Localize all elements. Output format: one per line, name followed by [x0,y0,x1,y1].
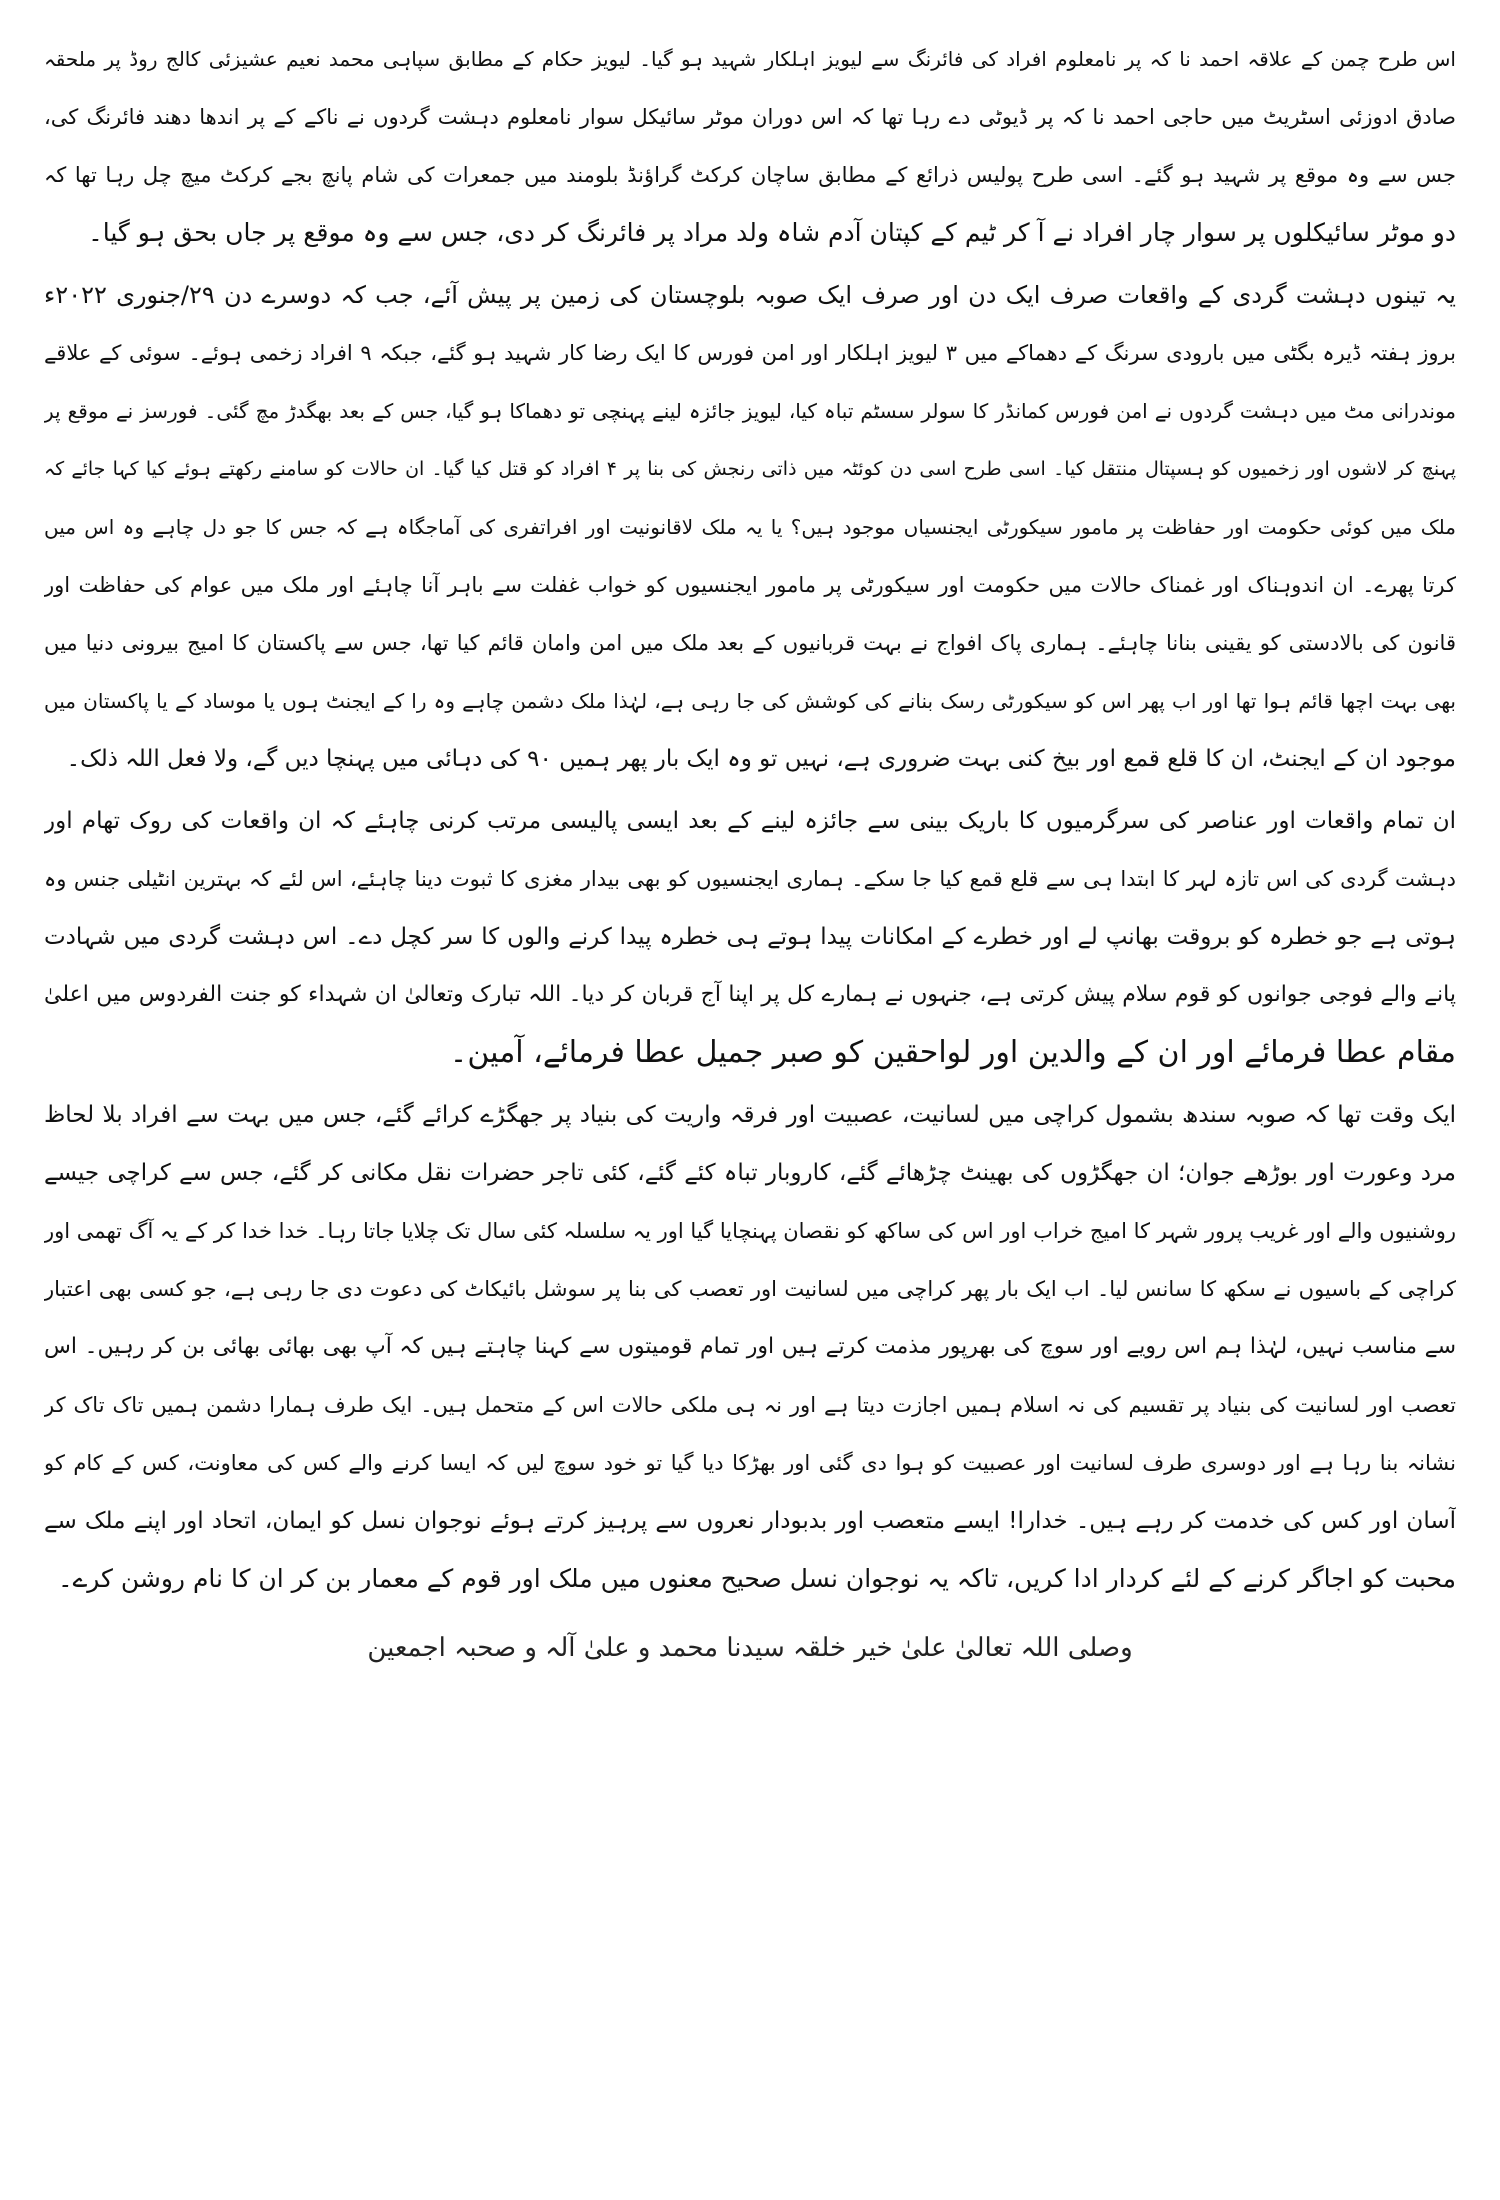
paragraph-2 [44,266,1456,788]
text-line: قانون کی بالادستی کو یقینی بنانا چاہئے۔ ہماری پاک افواج نے بہت قربانیوں کے بعد ملک میں امن وامان قائم کیا تھا، جس سے پاکستان کا امیج بیرونی دنیا میں [44,631,1456,655]
text-line: پہنچ کر لاشوں اور زخمیوں کو ہسپتال منتقل کیا۔ اسی طرح اسی دن کوئٹہ میں ذاتی رنجش کی بنا پر ۴ افراد کو قتل کیا گیا۔ ان حالات کو سامنے رکھتے ہوئے کیا کہا جائے کہ [44,458,1456,480]
text-line: دو موٹر سائیکلوں پر سوار چار افراد نے آ کر ٹیم کے کپتان آدم شاہ ولد مراد پر فائرنگ کر دی، جس سے وہ موقع پر جاں بحق ہو گیا۔ [88,218,1456,247]
text-line: موجود ان کے ایجنٹ، ان کا قلع قمع اور بیخ کنی بہت ضروری ہے، نہیں تو وہ ایک بار پھر ہمیں ۹۰ کی دہائی میں پہنچا دیں گے، ولا فعل اللہ ذلک۔ [66,746,1456,772]
text-line: صادق ادوزئی اسٹریٹ میں حاجی احمد نا کہ پر ڈیوٹی دے رہا تھا کہ اس دوران موٹر سائیکل سوار نامعلوم دہشت گردوں نے ناکے کے پر اندھا دھند فائرنگ کی، [44,105,1456,129]
text-line: مرد وعورت اور بوڑھے جوان؛ ان جھگڑوں کی بھینٹ چڑھائے گئے، کاروبار تباہ کئے گئے، کئی تاجر حضرات نقل مکانی کر گئے، جس سے کراچی جیسے [44,1160,1456,1186]
text-line: روشنیوں والے اور غریب پرور شہر کا امیج خراب اور اس کی ساکھ کو نقصان پہنچایا گیا اور یہ سلسلہ کئی سال تک چلایا جاتا رہا۔ خدا خدا کر کے یہ آگ تھمی اور [44,1219,1456,1243]
text-line: نشانہ بنا رہا ہے اور دوسری طرف لسانیت اور عصبیت کو ہوا دی گئی اور بھڑکا دیا گیا تو خود سوچ لیں کہ ایسا کرنے والے کس کی معاونت، کس کے کام کو [44,1451,1456,1475]
text-line: ہوتی ہے جو خطرہ کو بروقت بھانپ لے اور خطرے کے امکانات پیدا ہوتے ہی خطرہ پیدا کرنے والوں کا سر کچل دے۔ اس دہشت گردی میں شہادت [44,924,1456,950]
text-line: کراچی کے باسیوں نے سکھ کا سانس لیا۔ اب ایک بار پھر کراچی میں لسانیت اور تعصب کی بنا پر سوشل بائیکاٹ کی دعوت دی جا رہی ہے، جو کسی بھی اعتبار [44,1277,1456,1301]
text-line: مقام عطا فرمائے اور ان کے والدین اور لواحقین کو صبر جمیل عطا فرمائے، آمین۔ [449,1035,1456,1070]
paragraph-3 [44,792,1456,1082]
text-line: دہشت گردی کی اس تازہ لہر کا ابتدا ہی سے قلع قمع کیا جا سکے۔ ہماری ایجنسیوں کو بھی بیدار مغزی کا ثبوت دینا چاہئے، اس لئے کہ بہترین انٹیلی جنس وہ [44,867,1456,891]
text-line: سے مناسب نہیں، لہٰذا ہم اس رویے اور سوچ کی بھرپور مذمت کرتے ہیں اور تمام قومیتوں سے کہنا چاہتے ہیں کہ آپ بھی بھائی بھائی بن کر رہیں۔ اس [44,1334,1456,1359]
text-line: اس طرح چمن کے علاقہ احمد نا کہ پر نامعلوم افراد کی فائرنگ سے لیویز اہلکار شہید ہو گیا۔ لیویز حکام کے مطابق سپاہی محمد نعیم عشیزئی کالج روڈ پر ملحقہ [44,47,1456,71]
text-line: ایک وقت تھا کہ صوبہ سندھ بشمول کراچی میں لسانیت، عصبیت اور فرقہ واریت کی بنیاد پر جھگڑے کرائے گئے، جس میں بہت سے افراد بلا لحاظ [44,1102,1456,1128]
text-line: بروز ہفتہ ڈیرہ بگٹی میں بارودی سرنگ کے دھماکے میں ۳ لیویز اہلکار اور امن فورس کا ایک رضا کار شہید ہو گئے، جبکہ ۹ افراد زخمی ہوئے۔ سوئی کے علاقے [44,341,1456,365]
text-line: کرتا پھرے۔ ان اندوہناک اور غمناک حالات میں حکومت اور سیکورٹی پر مامور ایجنسیوں کو خواب غفلت سے باہر آنا چاہئے اور ملک میں عوام کی حفاظت اور [44,573,1456,597]
text-line: ملک میں کوئی حکومت اور حفاظت پر مامور سیکورٹی ایجنسیاں موجود ہیں؟ یا یہ ملک لاقانونیت اور افراتفری کی آماجگاہ ہے کہ جس کا جو دل چاہے وہ اس میں [44,515,1456,539]
text-line: بھی بہت اچھا قائم ہوا تھا اور اب پھر اس کو سیکورٹی رسک بنانے کی کوشش کی جا رہی ہے، لہٰذا ملک دشمن چاہے وہ را کے ایجنٹ ہوں یا موساد کے یا پاکستان میں [44,689,1456,713]
text-line: تعصب اور لسانیت کی بنیاد پر تقسیم کی نہ اسلام ہمیں اجازت دیتا ہے اور نہ ہی ملکی حالات اس کے متحمل ہیں۔ ایک طرف ہمارا دشمن ہمیں تاک تاک کر [44,1393,1456,1417]
text-line: آسان اور کس کی خدمت کر رہے ہیں۔ خدارا! ایسے متعصب اور بدبودار نعروں سے پرہیز کرتے ہوئے نوجوان نسل کو ایمان، اتحاد اور اپنے ملک سے [44,1508,1456,1534]
text-line: موندرانی مٹ میں دہشت گردوں نے امن فورس کمانڈر کا سولر سسٹم تباہ کیا، لیویز جائزہ لینے پہنچی تو دھماکا ہو گیا، جس کے بعد بھگدڑ مچ گئی۔ فورسز نے موقع پر [44,399,1456,423]
text-line: جس سے وہ موقع پر شہید ہو گئے۔ اسی طرح پولیس ذرائع کے مطابق ساچان کرکٹ گراؤنڈ بلومند میں جمعرات کی شام پانچ بجے کرکٹ میچ چل رہا تھا کہ [44,163,1456,187]
closing-salutation: وصلی اللہ تعالیٰ علیٰ خیر خلقہ سیدنا محمد و علیٰ آلہ و صحبہ اجمعین [367,1633,1133,1663]
text-line: پانے والے فوجی جوانوں کو قوم سلام پیش کرتی ہے، جنہوں نے ہمارے کل پر اپنا آج قربان کر دیا۔ اللہ تبارک وتعالیٰ ان شہداء کو جنت الفردوس میں اعلیٰ [44,982,1456,1007]
text-line: یہ تینوں دہشت گردی کے واقعات صرف ایک دن اور صرف ایک صوبہ بلوچستان کی زمین پر پیش آئے، جب کہ دوسرے دن ۲۹/جنوری ۲۰۲۲ء [44,281,1456,309]
paragraph-4 [44,1086,1456,1608]
paragraph-1 [44,30,1456,262]
text-line: محبت کو اجاگر کرنے کے لئے کردار ادا کریں، تاکہ یہ نوجوان نسل صحیح معنوں میں ملک اور قوم کے معمار بن کر ان کا نام روشن کرے۔ [57,1564,1456,1593]
text-line: ان تمام واقعات اور عناصر کی سرگرمیوں کا باریک بینی سے جائزہ لینے کے بعد ایسی پالیسی مرتب کرنی چاہئے کہ ان واقعات کی روک تھام اور [44,808,1456,834]
